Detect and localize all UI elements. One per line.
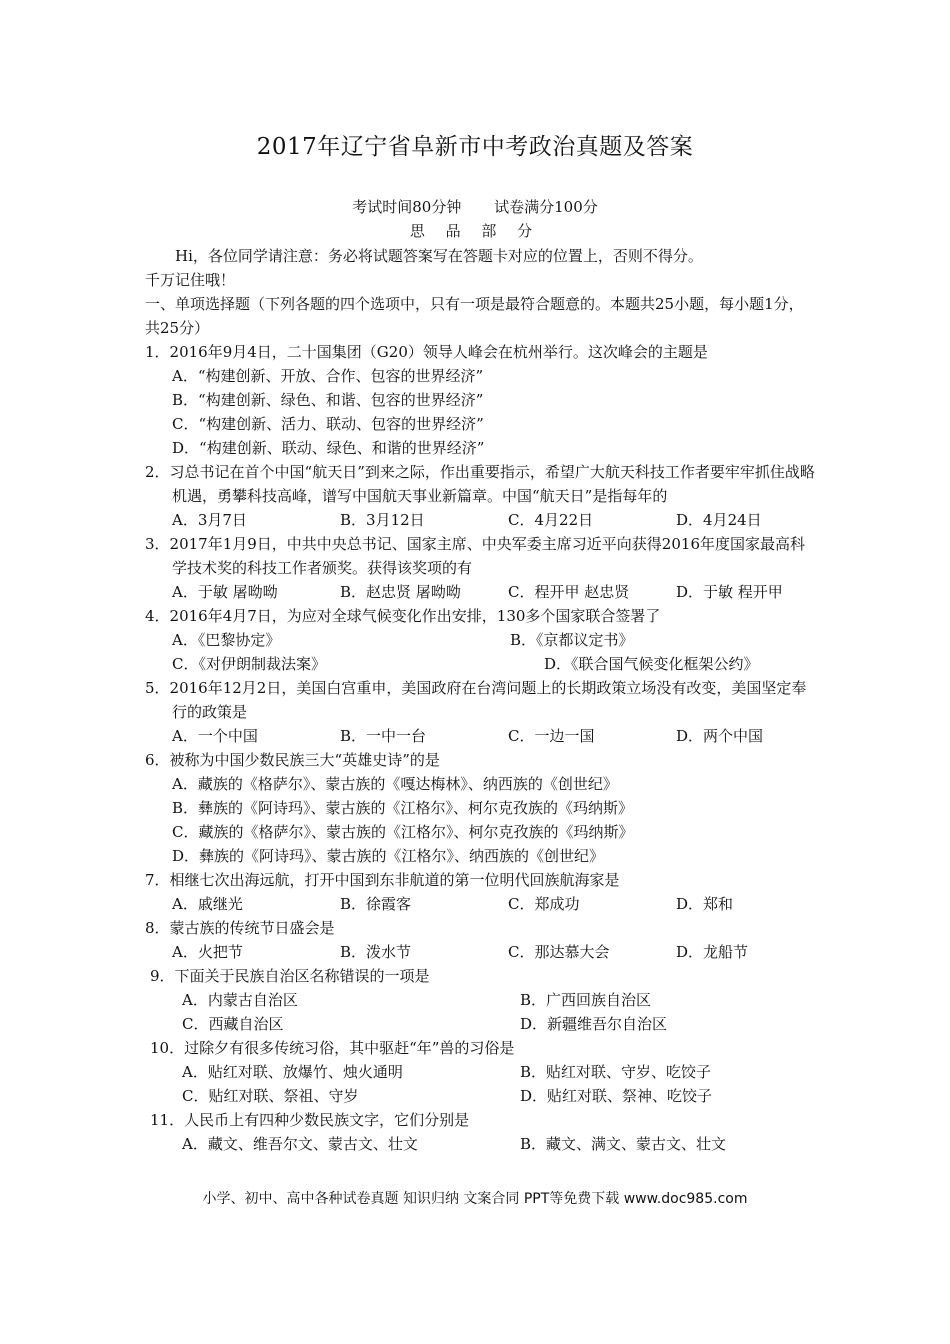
question-9	[145, 964, 815, 1036]
option-a: A．藏文、维吾尔文、蒙古文、壮文	[182, 1135, 418, 1153]
option-c: C．“构建创新、活力、联动、包容的世界经济”	[172, 415, 484, 433]
question-stem: 11．人民币上有四种少数民族文字，它们分别是	[150, 1111, 470, 1129]
option-a: A．贴红对联、放爆竹、烛火通明	[182, 1063, 403, 1081]
option-c: C．郑成功	[508, 895, 580, 913]
notice-line: Hi，各位同学请注意：务必将试题答案写在答题卡对应的位置上，否则不得分。	[175, 247, 703, 265]
option-a: A．“构建创新、开放、合作、包容的世界经济”	[172, 367, 484, 385]
question-stem: 9．下面关于民族自治区名称错误的一项是	[150, 967, 430, 985]
question-stem: 4．2016年4月7日，为应对全球气候变化作出安排，130多个国家联合签署了	[145, 607, 661, 625]
question-7	[145, 868, 815, 916]
question-10	[145, 1036, 815, 1108]
question-stem: 2．习总书记在首个中国“航天日”到来之际，作出重要指示，希望广大航天科技工作者要牢牢抓住战略机遇，勇攀科技高峰，谱写中国航天事业新篇章。中国“航天日”是指每年的	[145, 463, 815, 505]
question-11	[145, 1108, 815, 1156]
question-3	[145, 532, 815, 604]
question-2	[145, 460, 815, 532]
option-a: A．内蒙古自治区	[182, 991, 298, 1009]
question-6	[145, 748, 815, 868]
option-c: C．《对伊朗制裁法案》	[172, 655, 326, 673]
option-c: C．4月22日	[508, 511, 594, 529]
option-d: D．新疆维吾尔自治区	[520, 1015, 668, 1033]
exam-time: 考试时间80分钟	[352, 198, 462, 216]
option-a: A．藏族的《格萨尔》、蒙古族的《嘎达梅林》、纳西族的《创世纪》	[172, 775, 618, 793]
full-score: 试卷满分100分	[494, 198, 598, 216]
option-b: B．藏文、满文、蒙古文、壮文	[520, 1135, 727, 1153]
option-b: B．3月12日	[340, 511, 425, 529]
question-1	[145, 340, 815, 460]
option-b: B．一中一台	[340, 727, 427, 745]
exam-info	[0, 196, 950, 217]
question-stem: 6．被称为中国少数民族三大“英雄史诗”的是	[145, 751, 440, 769]
option-a: A．戚继光	[172, 895, 243, 913]
question-4	[145, 604, 815, 676]
option-a: A．《巴黎协定》	[172, 631, 281, 649]
page-title: 2017年辽宁省阜新市中考政治真题及答案	[256, 134, 694, 160]
page-footer: 小学、初中、高中各种试卷真题 知识归纳 文案合同 PPT等免费下载 www.doc985.com	[202, 1191, 748, 1207]
option-b: B．广西回族自治区	[520, 991, 652, 1009]
option-d: D．龙船节	[676, 943, 749, 961]
question-stem: 5．2016年12月2日，美国白宫重申，美国政府在台湾问题上的长期政策立场没有改变，美国坚定奉行的政策是	[145, 679, 807, 721]
option-d: D．4月24日	[676, 511, 762, 529]
question-stem: 1．2016年9月4日，二十国集团（G20）领导人峰会在杭州举行。这次峰会的主题是	[145, 343, 708, 361]
question-stem: 3．2017年1月9日，中共中央总书记、国家主席、中央军委主席习近平向获得2016年度国家最高科学技术奖的科技工作者颁奖。获得该奖项的有	[145, 535, 805, 577]
option-d: D．贴红对联、祭神、吃饺子	[520, 1087, 713, 1105]
option-c: C．一边一国	[508, 727, 595, 745]
question-stem: 8．蒙古族的传统节日盛会是	[145, 919, 335, 937]
notice-line: 千万记住哦！	[145, 271, 236, 289]
option-c: C．藏族的《格萨尔》、蒙古族的《江格尔》、柯尔克孜族的《玛纳斯》	[172, 823, 634, 841]
question-stem: 7．相继七次出海远航，打开中国到东非航道的第一位明代回族航海家是	[145, 871, 620, 889]
option-a: A．火把节	[172, 943, 243, 961]
part-heading: 一、单项选择题（下列各题的四个选项中，只有一项是最符合题意的。本题共25小题，每小题1分，共25分）	[145, 295, 804, 337]
question-5	[145, 676, 815, 748]
option-c: C．西藏自治区	[182, 1015, 284, 1033]
option-b: B．泼水节	[340, 943, 412, 961]
question-8	[145, 916, 815, 964]
option-d: D．郑和	[676, 895, 734, 913]
option-b: B．“构建创新、绿色、和谐、包容的世界经济”	[172, 391, 484, 409]
option-c: C．贴红对联、祭祖、守岁	[182, 1087, 359, 1105]
option-a: A．3月7日	[172, 511, 247, 529]
question-stem: 10．过除夕有很多传统习俗，其中驱赶“年”兽的习俗是	[150, 1039, 515, 1057]
option-d: D．于敏 程开甲	[676, 583, 783, 601]
exam-body	[145, 244, 815, 1156]
option-b: B．徐霞客	[340, 895, 412, 913]
option-b: B．彝族的《阿诗玛》、蒙古族的《江格尔》、柯尔克孜族的《玛纳斯》	[172, 799, 634, 817]
option-b: B．赵忠贤 屠呦呦	[340, 583, 461, 601]
section-heading: 思 品 部 分	[409, 222, 541, 240]
option-a: A．于敏 屠呦呦	[172, 583, 278, 601]
option-b: B．《京都议定书》	[510, 631, 634, 649]
option-b: B．贴红对联、守岁、吃饺子	[520, 1063, 712, 1081]
option-d: D．《联合国气候变化框架公约》	[544, 655, 759, 673]
option-a: A．一个中国	[172, 727, 258, 745]
option-c: C．程开甲 赵忠贤	[508, 583, 630, 601]
option-d: D．两个中国	[676, 727, 764, 745]
option-c: C．那达慕大会	[508, 943, 610, 961]
option-d: D．“构建创新、联动、绿色、和谐的世界经济”	[172, 439, 485, 457]
option-d: D．彝族的《阿诗玛》、蒙古族的《江格尔》、纳西族的《创世纪》	[172, 847, 605, 865]
